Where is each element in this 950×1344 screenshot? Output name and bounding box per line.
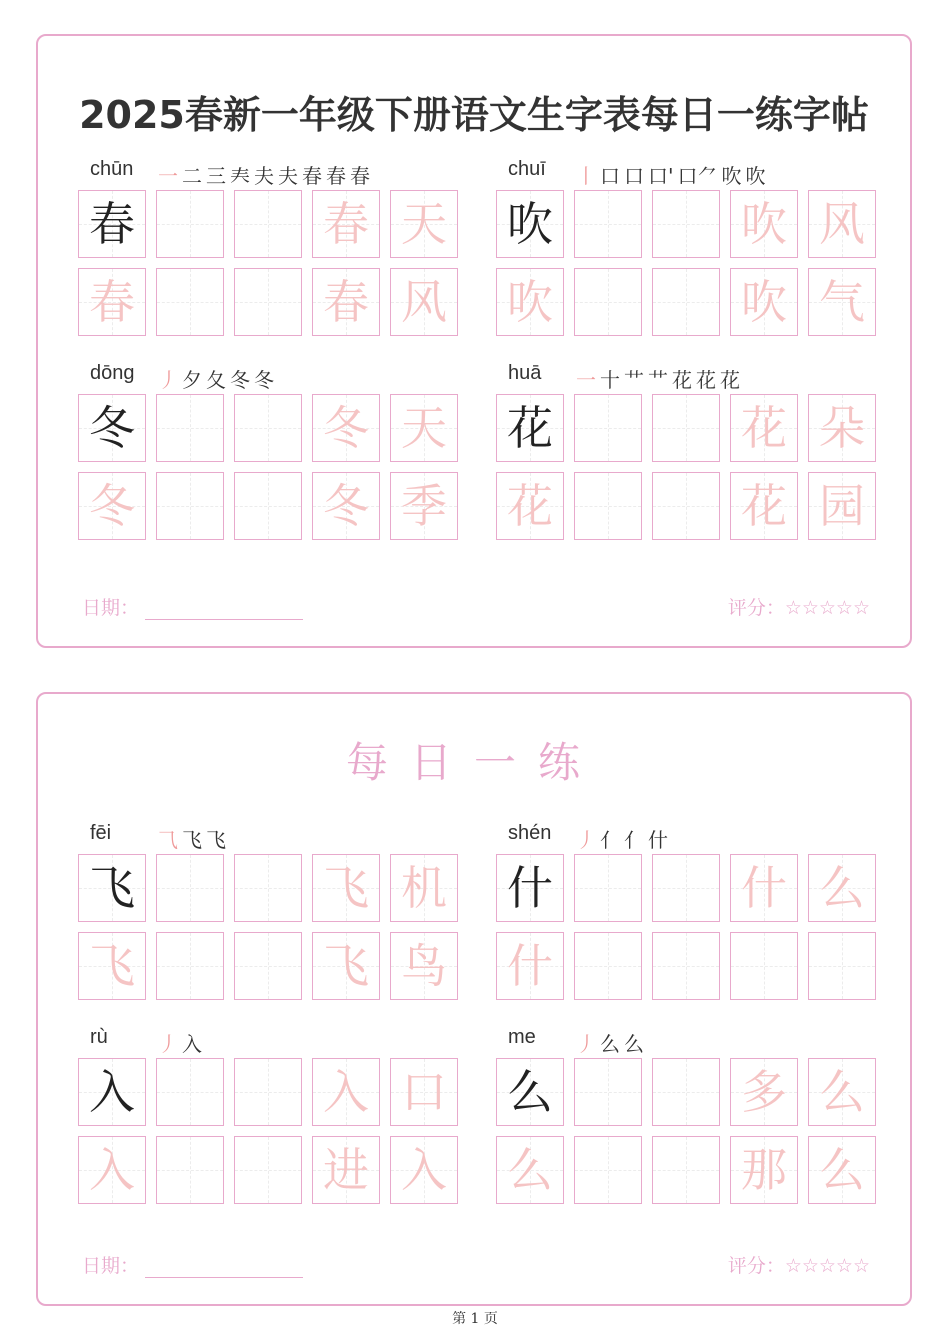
stroke: 丿 bbox=[576, 1032, 596, 1056]
stroke-order bbox=[158, 1028, 202, 1054]
stroke: 冬 bbox=[230, 368, 250, 392]
pinyin: shén bbox=[508, 822, 552, 844]
practice-cell[interactable] bbox=[574, 1058, 642, 1126]
model-char: 花 bbox=[507, 401, 553, 455]
trace-cell[interactable] bbox=[312, 1058, 380, 1126]
trace-cell[interactable] bbox=[312, 190, 380, 258]
model-cell bbox=[78, 854, 146, 922]
stroke: 飞 bbox=[182, 828, 202, 852]
practice-cell[interactable] bbox=[808, 932, 876, 1000]
stroke-order bbox=[576, 1028, 644, 1054]
stroke: 夫 bbox=[278, 164, 298, 188]
practice-cell[interactable] bbox=[234, 472, 302, 540]
date-line[interactable] bbox=[145, 1277, 303, 1278]
stroke: 三 bbox=[206, 164, 226, 188]
stroke: 亻 bbox=[624, 828, 644, 852]
trace-cell[interactable] bbox=[390, 190, 458, 258]
stroke: 夕 bbox=[182, 368, 202, 392]
trace-char: 天 bbox=[401, 401, 447, 455]
trace-cell[interactable] bbox=[390, 1058, 458, 1126]
practice-cell[interactable] bbox=[574, 472, 642, 540]
practice-cell[interactable] bbox=[234, 854, 302, 922]
worksheet-subtitle: 每日一练 bbox=[345, 738, 602, 787]
trace-cell[interactable] bbox=[390, 1136, 458, 1204]
trace-cell[interactable] bbox=[390, 268, 458, 336]
stroke: 丿 bbox=[158, 368, 178, 392]
pinyin: huā bbox=[508, 362, 542, 384]
stroke: 入 bbox=[182, 1032, 202, 1056]
stroke: 丿 bbox=[158, 1032, 178, 1056]
model-cell bbox=[496, 190, 564, 258]
trace-char: 么 bbox=[819, 1065, 865, 1119]
pinyin: fēi bbox=[90, 822, 112, 844]
trace-char: 入 bbox=[323, 1065, 369, 1119]
model-cell bbox=[496, 394, 564, 462]
practice-cell[interactable] bbox=[156, 190, 224, 258]
score-label: 评分： bbox=[727, 1255, 785, 1277]
trace-cell[interactable] bbox=[390, 472, 458, 540]
trace-cell[interactable] bbox=[496, 1136, 564, 1204]
model-char: 春 bbox=[89, 197, 135, 251]
trace-cell[interactable] bbox=[312, 472, 380, 540]
stroke: 一 bbox=[158, 164, 178, 188]
stroke: 飞 bbox=[206, 828, 226, 852]
char-block-dong bbox=[78, 362, 458, 537]
model-char: 冬 bbox=[89, 401, 135, 455]
trace-char: 气 bbox=[819, 275, 865, 329]
stroke: 𡗗 bbox=[230, 164, 250, 188]
practice-cell[interactable] bbox=[156, 1136, 224, 1204]
char-block-ru bbox=[78, 1026, 458, 1201]
practice-cell[interactable] bbox=[234, 932, 302, 1000]
practice-cell[interactable] bbox=[156, 854, 224, 922]
pinyin: me bbox=[508, 1026, 536, 1048]
stroke: 口 bbox=[624, 164, 644, 188]
practice-cell[interactable] bbox=[652, 854, 720, 922]
stroke-order bbox=[576, 824, 668, 850]
trace-char: 吹 bbox=[507, 275, 553, 329]
practice-cell[interactable] bbox=[156, 472, 224, 540]
model-char: 什 bbox=[507, 861, 553, 915]
stroke: 春 bbox=[302, 164, 322, 188]
practice-cell[interactable] bbox=[156, 1058, 224, 1126]
trace-char: 口 bbox=[401, 1065, 447, 1119]
grid-row-1 bbox=[78, 1058, 458, 1126]
char-block-chui bbox=[496, 158, 876, 333]
grid-row-2 bbox=[496, 932, 876, 1000]
practice-cell[interactable] bbox=[574, 394, 642, 462]
trace-char: 入 bbox=[401, 1143, 447, 1197]
trace-cell[interactable] bbox=[496, 932, 564, 1000]
trace-char: 机 bbox=[401, 861, 447, 915]
worksheet-card-1 bbox=[36, 34, 912, 648]
trace-char: 花 bbox=[507, 479, 553, 533]
stroke: 丨 bbox=[576, 164, 596, 188]
trace-cell[interactable] bbox=[312, 268, 380, 336]
model-cell bbox=[78, 1058, 146, 1126]
stroke: ⺄ bbox=[158, 828, 178, 852]
trace-char: 风 bbox=[401, 275, 447, 329]
practice-cell[interactable] bbox=[574, 268, 642, 336]
grid-row-1 bbox=[496, 190, 876, 258]
practice-cell[interactable] bbox=[156, 932, 224, 1000]
stroke: 春 bbox=[326, 164, 346, 188]
trace-char: 风 bbox=[819, 197, 865, 251]
stroke-order bbox=[576, 160, 766, 186]
practice-cell[interactable] bbox=[652, 1058, 720, 1126]
char-block-shen bbox=[496, 822, 876, 997]
practice-cell[interactable] bbox=[234, 394, 302, 462]
practice-cell[interactable] bbox=[574, 854, 642, 922]
stroke: 亻 bbox=[600, 828, 620, 852]
score-field bbox=[728, 593, 870, 620]
grid-row-1 bbox=[496, 394, 876, 462]
model-cell bbox=[496, 1058, 564, 1126]
trace-char: 吹 bbox=[741, 275, 787, 329]
trace-char: 什 bbox=[741, 861, 787, 915]
stroke-order bbox=[158, 824, 226, 850]
practice-cell[interactable] bbox=[156, 394, 224, 462]
char-block-hua bbox=[496, 362, 876, 537]
trace-char: 春 bbox=[89, 275, 135, 329]
trace-cell[interactable] bbox=[78, 268, 146, 336]
trace-char: 飞 bbox=[323, 939, 369, 993]
date-label: 日期： bbox=[82, 1255, 140, 1277]
stroke: 么 bbox=[624, 1032, 644, 1056]
star-rating[interactable]: ☆☆☆☆☆ bbox=[784, 597, 870, 619]
trace-char: 季 bbox=[401, 479, 447, 533]
stroke-order bbox=[576, 364, 740, 390]
page-number: 第 1 页 bbox=[452, 1311, 498, 1327]
trace-cell[interactable] bbox=[730, 394, 798, 462]
trace-char: 花 bbox=[741, 401, 787, 455]
char-block-chun bbox=[78, 158, 458, 333]
stroke: 吹 bbox=[745, 164, 766, 188]
practice-cell[interactable] bbox=[730, 932, 798, 1000]
trace-cell[interactable] bbox=[808, 268, 876, 336]
char-block-me bbox=[496, 1026, 876, 1201]
score-field bbox=[728, 1251, 870, 1278]
trace-char: 么 bbox=[819, 861, 865, 915]
score-label: 评分： bbox=[727, 597, 785, 619]
trace-char: 冬 bbox=[323, 401, 369, 455]
pinyin: rù bbox=[90, 1026, 108, 1048]
practice-cell[interactable] bbox=[652, 268, 720, 336]
stroke: 丿 bbox=[576, 828, 596, 852]
grid-row-1 bbox=[78, 854, 458, 922]
trace-cell[interactable] bbox=[808, 394, 876, 462]
pinyin: chuī bbox=[508, 158, 546, 180]
practice-cell[interactable] bbox=[234, 190, 302, 258]
practice-cell[interactable] bbox=[652, 472, 720, 540]
stroke: 夫 bbox=[254, 164, 274, 188]
stroke: 么 bbox=[600, 1032, 620, 1056]
practice-cell[interactable] bbox=[652, 190, 720, 258]
trace-cell[interactable] bbox=[496, 472, 564, 540]
practice-cell[interactable] bbox=[234, 1136, 302, 1204]
grid-row-2 bbox=[78, 268, 458, 336]
trace-char: 冬 bbox=[323, 479, 369, 533]
grid-row-1 bbox=[78, 394, 458, 462]
date-label: 日期： bbox=[82, 597, 140, 619]
stroke: 口 bbox=[600, 164, 620, 188]
stroke: 夂 bbox=[206, 368, 226, 392]
practice-cell[interactable] bbox=[156, 268, 224, 336]
stroke: 二 bbox=[182, 164, 202, 188]
practice-cell[interactable] bbox=[652, 1136, 720, 1204]
trace-cell[interactable] bbox=[312, 394, 380, 462]
practice-cell[interactable] bbox=[652, 394, 720, 462]
practice-cell[interactable] bbox=[652, 932, 720, 1000]
model-cell bbox=[78, 190, 146, 258]
trace-char: 园 bbox=[819, 479, 865, 533]
grid-row-2 bbox=[78, 472, 458, 540]
trace-cell[interactable] bbox=[312, 854, 380, 922]
stroke: 花 bbox=[720, 368, 740, 392]
trace-cell[interactable] bbox=[808, 1136, 876, 1204]
stroke: 十 bbox=[600, 368, 620, 392]
date-field[interactable] bbox=[82, 1251, 303, 1278]
stroke-order bbox=[158, 160, 370, 186]
date-field[interactable] bbox=[82, 593, 303, 620]
stroke: 吹 bbox=[721, 164, 742, 188]
trace-cell[interactable] bbox=[312, 932, 380, 1000]
star-rating[interactable]: ☆☆☆☆☆ bbox=[784, 1255, 870, 1277]
char-block-fei bbox=[78, 822, 458, 997]
stroke: 花 bbox=[696, 368, 716, 392]
practice-cell[interactable] bbox=[574, 190, 642, 258]
trace-char: 什 bbox=[507, 939, 553, 993]
trace-char: 花 bbox=[741, 479, 787, 533]
stroke-order bbox=[158, 364, 274, 390]
grid-row-2 bbox=[78, 1136, 458, 1204]
grid-row-1 bbox=[78, 190, 458, 258]
grid-row-2 bbox=[496, 1136, 876, 1204]
model-char: 飞 bbox=[89, 861, 135, 915]
trace-cell[interactable] bbox=[390, 932, 458, 1000]
model-char: 么 bbox=[507, 1065, 553, 1119]
grid-row-2 bbox=[496, 472, 876, 540]
trace-cell[interactable] bbox=[730, 268, 798, 336]
worksheet-card-2 bbox=[36, 692, 912, 1306]
grid-row-2 bbox=[78, 932, 458, 1000]
practice-cell[interactable] bbox=[234, 268, 302, 336]
stroke: 春 bbox=[350, 164, 370, 188]
trace-char: 飞 bbox=[323, 861, 369, 915]
stroke: 艹 bbox=[624, 368, 644, 392]
trace-char: 进 bbox=[323, 1143, 369, 1197]
stroke: 口' bbox=[648, 164, 674, 188]
trace-char: 朵 bbox=[819, 401, 865, 455]
model-cell bbox=[78, 394, 146, 462]
trace-char: 冬 bbox=[89, 479, 135, 533]
trace-cell[interactable] bbox=[808, 190, 876, 258]
trace-cell[interactable] bbox=[730, 1058, 798, 1126]
grid-row-1 bbox=[496, 1058, 876, 1126]
trace-char: 飞 bbox=[89, 939, 135, 993]
trace-cell[interactable] bbox=[730, 472, 798, 540]
date-line[interactable] bbox=[145, 619, 303, 620]
model-char: 入 bbox=[89, 1065, 135, 1119]
trace-char: 入 bbox=[89, 1143, 135, 1197]
stroke: 艹 bbox=[648, 368, 668, 392]
worksheet-title: 2025春新一年级下册语文生字表每日一练字帖 bbox=[79, 93, 869, 137]
trace-cell[interactable] bbox=[390, 854, 458, 922]
trace-char: 鸟 bbox=[401, 939, 447, 993]
trace-char: 么 bbox=[819, 1143, 865, 1197]
trace-cell[interactable] bbox=[78, 932, 146, 1000]
practice-cell[interactable] bbox=[574, 932, 642, 1000]
trace-char: 么 bbox=[507, 1143, 553, 1197]
trace-char: 春 bbox=[323, 275, 369, 329]
trace-cell[interactable] bbox=[808, 1058, 876, 1126]
pinyin: dōng bbox=[90, 362, 135, 384]
trace-cell[interactable] bbox=[78, 1136, 146, 1204]
trace-cell[interactable] bbox=[730, 1136, 798, 1204]
practice-cell[interactable] bbox=[234, 1058, 302, 1126]
trace-char: 那 bbox=[741, 1143, 787, 1197]
grid-row-1 bbox=[496, 854, 876, 922]
trace-cell[interactable] bbox=[730, 190, 798, 258]
trace-cell[interactable] bbox=[390, 394, 458, 462]
stroke: 口⺈ bbox=[677, 164, 718, 188]
trace-char: 春 bbox=[323, 197, 369, 251]
trace-char: 多 bbox=[741, 1065, 787, 1119]
trace-char: 吹 bbox=[741, 197, 787, 251]
trace-cell[interactable] bbox=[312, 1136, 380, 1204]
trace-cell[interactable] bbox=[78, 472, 146, 540]
trace-cell[interactable] bbox=[808, 472, 876, 540]
pinyin: chūn bbox=[90, 158, 134, 180]
stroke: 冬 bbox=[254, 368, 274, 392]
stroke: 花 bbox=[672, 368, 692, 392]
trace-char: 天 bbox=[401, 197, 447, 251]
stroke: 什 bbox=[648, 828, 668, 852]
practice-cell[interactable] bbox=[574, 1136, 642, 1204]
stroke: 一 bbox=[576, 368, 596, 392]
model-cell bbox=[496, 854, 564, 922]
model-char: 吹 bbox=[507, 197, 553, 251]
trace-cell[interactable] bbox=[808, 854, 876, 922]
trace-cell[interactable] bbox=[730, 854, 798, 922]
grid-row-2 bbox=[496, 268, 876, 336]
trace-cell[interactable] bbox=[496, 268, 564, 336]
